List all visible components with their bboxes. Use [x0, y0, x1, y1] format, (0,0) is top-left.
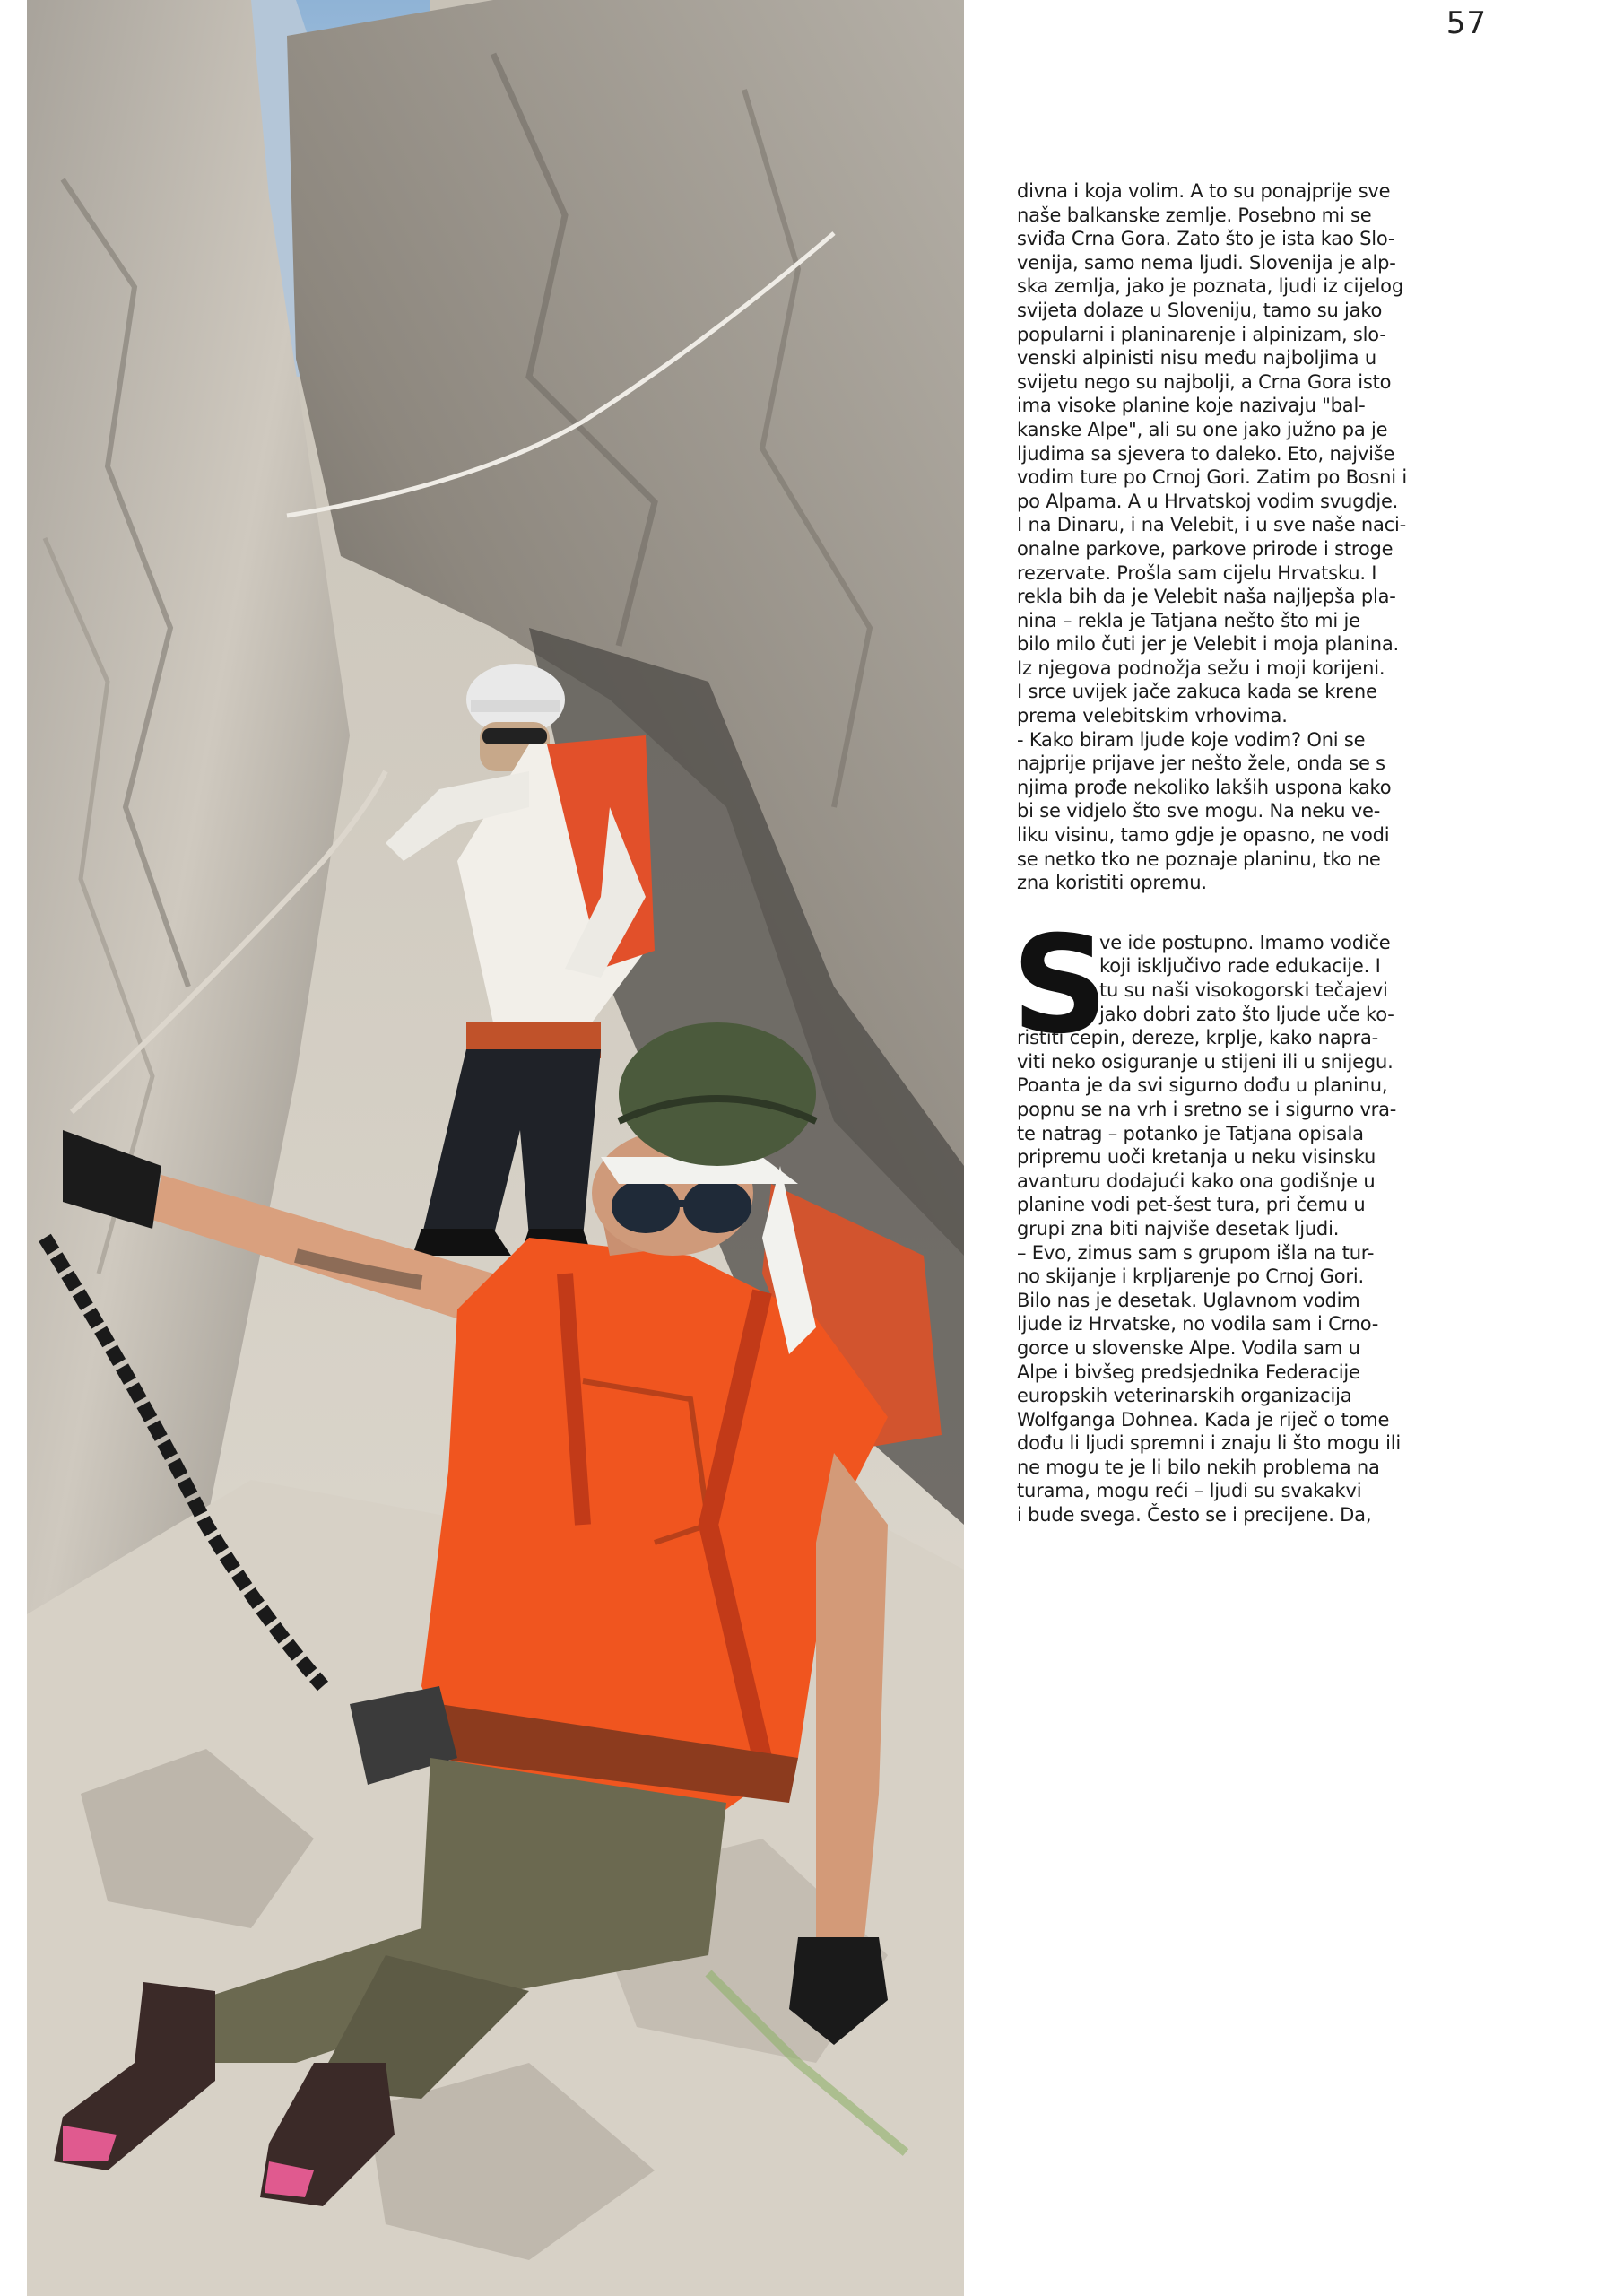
text-line: I na Dinaru, i na Velebit, i u sve naše naci- — [1017, 514, 1407, 536]
text-line: po Alpama. A u Hrvatskoj vodim svugdje. — [1017, 490, 1399, 512]
text-line: ve ide postupno. Imamo vodiče — [1099, 931, 1391, 953]
text-line: njima prođe nekoliko lakših uspona kako — [1017, 776, 1392, 798]
text-line: ima visoke planine koje nazivaju "bal- — [1017, 395, 1366, 417]
text-line: te natrag – potanko je Tatjana opisala — [1017, 1122, 1364, 1144]
text-line: popnu se na vrh i sretno se i sigurno vra- — [1017, 1098, 1397, 1120]
text-line: gorce u slovenske Alpe. Vodila sam u — [1017, 1336, 1360, 1359]
text-line: koji isključivo rade edukacije. I — [1099, 955, 1381, 978]
text-line: rekla bih da je Velebit naša najljepša pla- — [1017, 586, 1396, 608]
text-line: Iz njegova podnožja sežu i moji korijeni. — [1017, 657, 1385, 679]
text-line: Bilo nas je desetak. Uglavnom vodim — [1017, 1289, 1360, 1311]
text-line: europskih veterinarskih organizacija — [1017, 1385, 1352, 1407]
text-line: Poanta je da svi sigurno dođu u planinu, — [1017, 1074, 1388, 1097]
text-line: avanturu dodajući kako ona godišnje u — [1017, 1170, 1376, 1192]
text-line: viti neko osiguranje u stijeni ili u snijegu. — [1017, 1050, 1394, 1073]
text-line: ljudima sa sjevera to daleko. Eto, najviše — [1017, 442, 1395, 465]
drop-cap: S — [1012, 907, 1109, 1064]
text-line: vodim ture po Crnoj Gori. Zatim po Bosni i — [1017, 466, 1408, 489]
text-line: onalne parkove, parkove prirode i stroge — [1017, 537, 1394, 560]
text-line: i bude svega. Često se i precijene. Da, — [1017, 1504, 1372, 1526]
text-line: svijeta dolaze u Sloveniju, tamo su jako — [1017, 299, 1383, 321]
text-line: rezervate. Prošla sam cijelu Hrvatsku. I — [1017, 561, 1377, 584]
paragraph-2 — [1012, 907, 1488, 1527]
text-line: - Kako biram ljude koje vodim? Oni se — [1017, 728, 1366, 751]
text-line: najprije prijave jer nešto žele, onda se s — [1017, 752, 1385, 775]
text-line: dođu li ljudi spremni i znaju li što mogu ili — [1017, 1432, 1401, 1455]
text-line: prema velebitskim vrhovima. — [1017, 705, 1288, 727]
text-line: venija, samo nema ljudi. Slovenija je alp- — [1017, 251, 1396, 274]
article-text-column — [1012, 179, 1488, 1527]
text-line: pripremu uoči kretanja u neku visinsku — [1017, 1146, 1376, 1169]
text-line: – Evo, zimus sam s grupom išla na tur- — [1017, 1241, 1375, 1264]
mountain-climbers-photo — [27, 0, 964, 2296]
text-line: zna koristiti opremu. — [1017, 872, 1207, 894]
text-line: popularni i planinarenje i alpinizam, slo- — [1017, 323, 1386, 345]
text-line: liku visinu, tamo gdje je opasno, ne vodi — [1017, 824, 1390, 847]
paragraph-1 — [1017, 179, 1488, 895]
text-line: planine vodi pet-šest tura, pri čemu u — [1017, 1194, 1366, 1216]
text-line: Alpe i bivšeg predsjednika Federacije — [1017, 1361, 1360, 1383]
page-number: 57 — [1446, 5, 1487, 41]
text-line: grupi zna biti najviše desetak ljudi. — [1017, 1217, 1340, 1239]
text-line: bi se vidjelo što sve mogu. Na neku ve- — [1017, 800, 1381, 822]
text-line: venski alpinisti nisu među najboljima u — [1017, 347, 1376, 370]
text-line: se netko tko ne poznaje planinu, tko ne — [1017, 848, 1381, 870]
text-line: ristiti cepin, dereze, krplje, kako napra- — [1017, 1027, 1378, 1049]
text-line: no skijanje i krpljarenje po Crnoj Gori. — [1017, 1265, 1364, 1288]
text-line: divna i koja volim. A to su ponajprije sve — [1017, 180, 1391, 202]
text-line: ljude iz Hrvatske, no vodila sam i Crno- — [1017, 1313, 1379, 1335]
text-line: ne mogu te je li bilo nekih problema na — [1017, 1456, 1380, 1478]
text-line: nina – rekla je Tatjana nešto što mi je — [1017, 609, 1360, 631]
text-line: sviđa Crna Gora. Zato što je ista kao Slo- — [1017, 228, 1395, 250]
text-line: naše balkanske zemlje. Posebno mi se — [1017, 204, 1372, 226]
text-line: turama, mogu reći – ljudi su svakakvi — [1017, 1480, 1362, 1502]
text-line: svijetu nego su najbolji, a Crna Gora isto — [1017, 370, 1392, 393]
text-line: ska zemlja, jako je poznata, ljudi iz cijelog — [1017, 275, 1403, 298]
text-line: jako dobri zato što ljude uče ko- — [1099, 1003, 1394, 1025]
text-line: Wolfganga Dohnea. Kada je riječ o tome — [1017, 1408, 1390, 1431]
text-line: kanske Alpe", ali su one jako južno pa je — [1017, 418, 1388, 440]
text-line: I srce uvijek jače zakuca kada se krene — [1017, 681, 1377, 703]
text-line: tu su naši visokogorski tečajevi — [1099, 979, 1388, 1001]
text-line: bilo milo čuti jer je Velebit i moja planina. — [1017, 633, 1399, 656]
